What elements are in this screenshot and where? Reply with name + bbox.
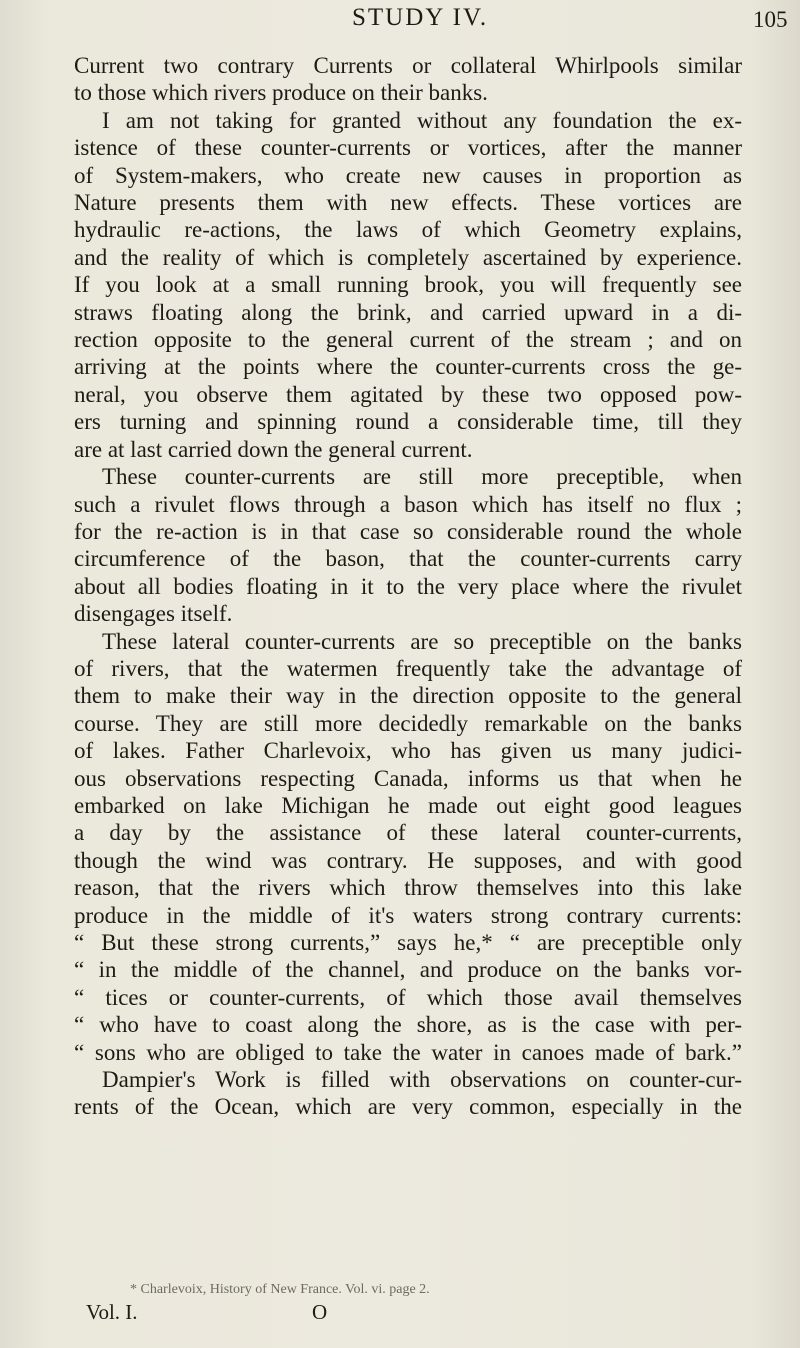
text-line: disengages itself.	[74, 601, 233, 627]
text-line: “ who have to coast along the shore, as is the case with per-	[74, 1012, 742, 1038]
text-line: for the re-action is in that case so considerable round the whole	[74, 518, 742, 544]
text-line: neral, you observe them agitated by these two opposed pow-	[74, 381, 742, 407]
text-line: “ tices or counter-currents, of which those avail themselves	[74, 984, 742, 1010]
text-line: though the wind was contrary. He supposes, and with good	[74, 847, 742, 873]
text-line: “ sons who are obliged to take the water in canoes made of bark.”	[74, 1039, 742, 1065]
running-title: STUDY IV.	[352, 4, 489, 31]
signature-mark: O	[312, 1300, 328, 1324]
signature-line	[86, 1300, 386, 1328]
text-line: to those which rivers produce on their banks.	[74, 80, 488, 106]
text-line: embarked on lake Michigan he made out eight good leagues	[74, 792, 742, 818]
text-line: Dampier's Work is filled with observations on counter-cur-	[102, 1067, 742, 1093]
text-line: arriving at the points where the counter-currents cross the ge-	[74, 354, 742, 380]
volume-mark: Vol. I.	[86, 1300, 138, 1324]
page-number: 105	[753, 7, 788, 32]
body-text	[74, 52, 742, 1121]
text-line: straws floating along the brink, and carried upward in a di-	[74, 299, 742, 325]
text-line: ous observations respecting Canada, informs us that when he	[74, 765, 742, 791]
footnote: * Charlevoix, History of New France. Vol. vi. page 2.	[130, 1282, 430, 1297]
text-line: hydraulic re-actions, the laws of which Geometry explains,	[74, 217, 742, 243]
text-line: Nature presents them with new effects. These vortices are	[74, 190, 742, 216]
text-line: If you look at a small running brook, you will frequently see	[74, 272, 742, 298]
text-line: These lateral counter-currents are so preceptible on the banks	[102, 628, 742, 654]
running-head	[0, 4, 800, 40]
text-line: about all bodies floating in it to the very place where the rivulet	[74, 573, 742, 599]
text-line: ers turning and spinning round a considerable time, till they	[74, 409, 742, 435]
text-line: rents of the Ocean, which are very common, especially in the	[74, 1094, 742, 1120]
text-line: circumference of the bason, that the counter-currents carry	[74, 546, 742, 572]
text-line: produce in the middle of it's waters strong contrary currents:	[74, 902, 742, 928]
text-line: a day by the assistance of these lateral counter-currents,	[74, 820, 742, 846]
text-line: “ in the middle of the channel, and produce on the banks vor-	[74, 957, 742, 983]
text-line: “ But these strong currents,” says he,* “ are preceptible only	[74, 930, 742, 955]
text-line: I am not taking for granted without any foundation the ex-	[102, 107, 742, 133]
text-line: reason, that the rivers which throw themselves into this lake	[74, 875, 742, 901]
text-line: are at last carried down the general current.	[74, 436, 473, 462]
text-line: Current two contrary Currents or collateral Whirlpools similar	[74, 53, 742, 78]
text-line: such a rivulet flows through a bason which has itself no flux ;	[74, 491, 742, 517]
text-line: and the reality of which is completely ascertained by experience.	[74, 244, 742, 270]
text-line: These counter-currents are still more preceptible, when	[102, 464, 742, 490]
text-line: of System-makers, who create new causes in proportion as	[74, 162, 742, 188]
text-line: course. They are still more decidedly remarkable on the banks	[74, 710, 742, 736]
text-line: of lakes. Father Charlevoix, who has given us many judici-	[74, 738, 742, 764]
text-line: of rivers, that the watermen frequently take the advantage of	[74, 655, 742, 681]
text-line: istence of these counter-currents or vortices, after the manner	[74, 135, 742, 161]
text-line: rection opposite to the general current of the stream ; and on	[74, 327, 742, 353]
text-line: them to make their way in the direction opposite to the general	[74, 683, 742, 709]
